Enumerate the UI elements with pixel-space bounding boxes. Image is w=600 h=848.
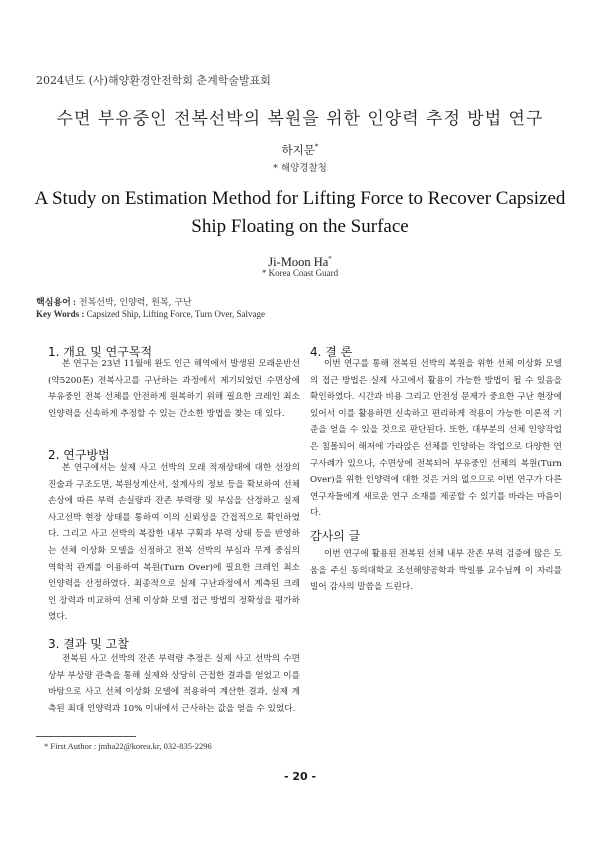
section-2-heading: 2. 연구방법 (48, 448, 110, 462)
author-name-korean: 하지문 (281, 143, 315, 157)
keywords-english (36, 309, 265, 319)
keywords-korean-values: 전복선박, 인양력, 원복, 구난 (78, 298, 192, 308)
footnote-divider (36, 736, 136, 737)
acknowledgment-body: 이번 연구에 활용된 전복된 선체 내부 잔존 부력 검증에 많은 도움을 주신 동의대학교 조선해양공학과 박일룡 교수님께 이 자리를 빌어 감사의 말씀을 드린다. (310, 549, 562, 593)
author-name-english: Ji-Moon Ha (268, 255, 329, 270)
keywords-english-label: Key Words : (36, 309, 85, 319)
keywords-korean (36, 295, 192, 308)
section-1-body: 본 연구는 23년 11월에 완도 인근 해역에서 발생된 모래운반선(약5200톤) 전복사고를 구난하는 과정에서 제기되었던 수면상에 부유중인 전복 선체를 안전하게 원복하기 위해 필요한 크레인 최소 인양력을 신속하게 추정할 수 있는 간소한 방법을 찾는 데 있다. (48, 359, 300, 419)
affiliation-english: * Korea Coast Guard (261, 268, 339, 278)
keywords-korean-label: 핵심용어 : (36, 297, 77, 307)
author-mark-korean: * (314, 143, 319, 152)
keywords-english-values: Capsized Ship, Lifting Force, Turn Over, Salvage (86, 309, 265, 319)
footnote: * First Author : jmha22@korea.kr, 032-835-2296 (44, 741, 212, 751)
section-4-heading: 4. 결 론 (310, 345, 353, 359)
page-number: - 20 - (283, 770, 317, 783)
paper-title-korean: 수면 부유중인 전복선박의 복원을 위한 인양력 추정 방법 연구 (56, 109, 544, 129)
conference-header: 2024년도 (사)해양환경안전학회 춘계학술발표회 (36, 74, 271, 87)
section-4-body: 이번 연구를 통해 전복된 선박의 복원을 위한 선체 이상화 모델의 접근 방법은 실제 사고에서 활용이 가능한 방법이 될 수 있음을 확인하였다. 시간과 비용 그리고 안전성 문제가 중요한 구난 현장에 있어서 이를 활용하면 신속하고 편리하게 적용이 가능한 이론적 기준을 얻을 수 있을 것으로 판단된다. 또한, 대부분의 선체 인양작업은 침몰되어 해저에 가라앉은 선체를 인양하는 작업으로 다양한 연구사례가 있으나, 수면상에 전복되어 부유중인 선체의 복원(Turn Over)을 위한 인양력에 대한 것은 거의 없으므로 이번 연구가 다른 연구자들에게 새로운 연구 소재를 제공할 수 있기를 바라는 마음이다. (310, 359, 562, 519)
affiliation-korean: * 해양경찰청 (273, 163, 327, 174)
author-korean (0, 142, 600, 158)
author-mark-english: * (328, 255, 332, 263)
section-2-body: 본 연구에서는 실제 사고 선박의 모래 적재상태에 대한 선장의 진술과 구조도면, 복원성계산서, 설계사의 정보 등을 확보하여 선체 손상에 따른 부력 손실량과 잔존 부력량 및 부심을 산정하고 실제 사고선박 현장 상태를 통하여 이의 신뢰성을 간접적으로 확인하였다. 그리고 사고 선박의 복잡한 내부 구획과 부력 상태 등을 반영하는 선체 이상화 모델을 선정하고 전복 선박의 부심과 무게 중심의 역학적 관계를 이용하여 복원(Turn Over)에 필요한 크레인 최소 인양력을 산정하였다. 최종적으로 실제 구난과정에서 계측된 크레인 장력과 비교하여 선체 이상화 모델 접근 방법의 정확성을 평가하였다. (48, 463, 300, 623)
section-3-body: 전복된 사고 선박의 잔존 부력량 추정은 실제 사고 선박의 수면 상부 부상량 관측을 통해 실제와 상당히 근접한 결과를 얻었고 이를 바탕으로 사고 선체 이상화 모델에 적용하여 계산한 결과, 실제 계측된 최대 인양력과 10% 이내에서 근사하는 값을 얻을 수 있었다. (48, 654, 300, 714)
section-1-heading: 1. 개요 및 연구목적 (48, 345, 153, 359)
section-3-heading: 3. 결과 및 고찰 (48, 637, 129, 651)
paper-title-english: A Study on Estimation Method for Lifting Force to Recover Capsized Ship Floating on the Surface (34, 188, 566, 237)
acknowledgment-heading: 감사의 글 (310, 529, 361, 543)
